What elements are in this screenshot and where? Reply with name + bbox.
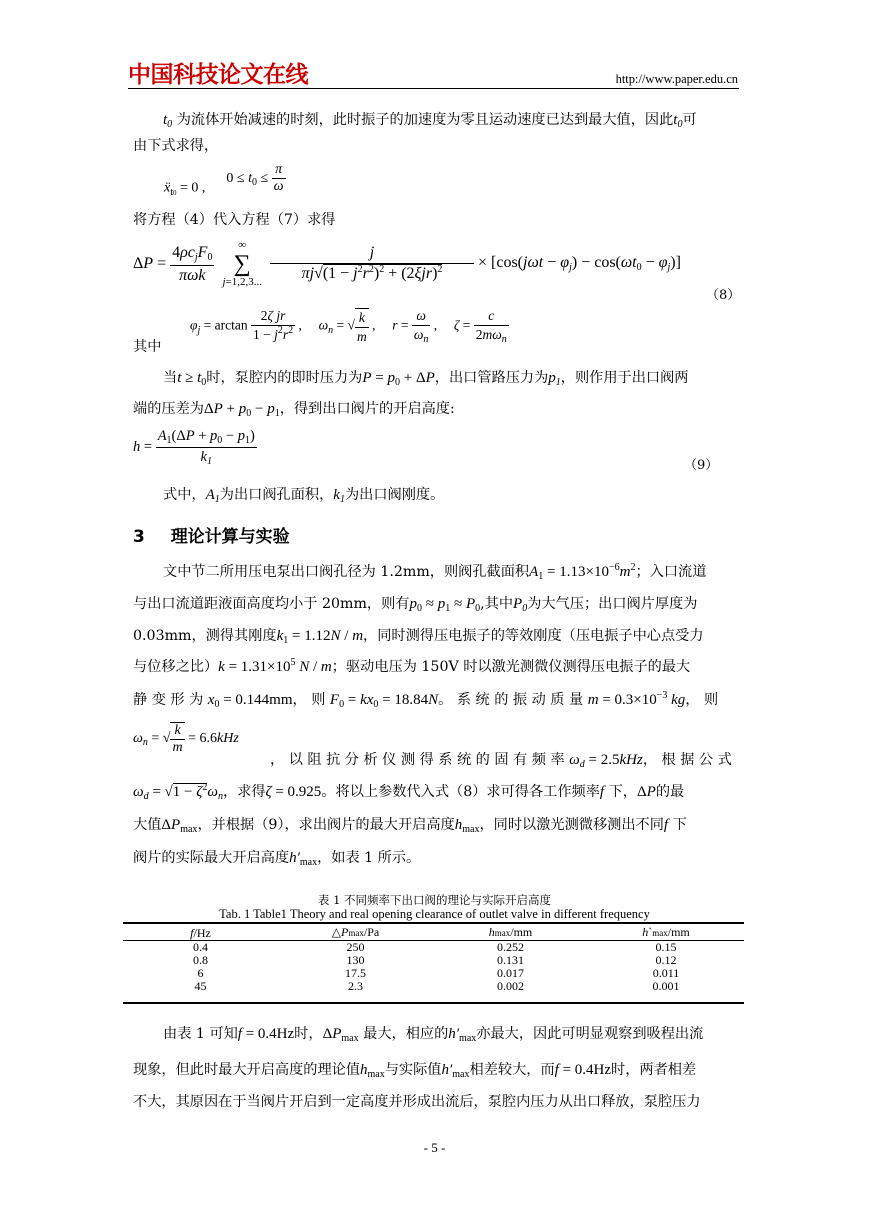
para3-line1: 当$t \ge t_0$时，泵腔内的即时压力为$P = p_0 + \Delta P$，出口管路压力为$p_1$，则作用于出口阀两	[163, 370, 689, 388]
sec-line8: 大值$\Delta P_{max}$，并根据（9），求出阀片的最大开启高度$h_{max}$，同时以激光测微移测出不同f 下	[133, 817, 687, 835]
table-header-row	[123, 926, 744, 941]
logo-text: 中国科技论文在线	[128, 62, 308, 88]
sec-line4: 与位移之比）$k = 1.31\times 10^5$ N / m；驱动电压为 150V 时以激光测微仪测得压电振子的最大	[133, 657, 691, 675]
sec-line2: 与出口流道距液面高度均小于 20mm，则有$p_0 \approx p_1 \approx P_0$,其中$P_0$为大气压；出口阀片厚度为	[133, 596, 698, 614]
eq8-number: （8）	[706, 288, 741, 303]
eq9-number: （9）	[684, 458, 719, 473]
omega-n-formula: $\omega_n$ = √ $\frac{k}{m}$ = 6.6kHz	[133, 723, 239, 755]
sec-line1: 文中节二所用压电泵出口阀孔径为 1.2mm，则阀孔截面积$A_1 = 1.13\times 10^{-6}m^2$；入口流道	[163, 562, 707, 582]
close-line2: 现象，但此时最大开启高度的理论值$h_{max}$与实际值$h'_{max}$相差较大，而f = 0.4Hz时，两者相差	[133, 1062, 697, 1080]
equation-9: h = $\frac{A_1(\Delta P + p_0 - p_1)}{k_1}$	[133, 428, 255, 467]
sec-line7: $\omega_d = √1 - \zeta^2\omega_n$，求得ζ = 0.925。将以上参数代入式（8）求可得各工作频率f 下，ΔP的最	[133, 782, 685, 802]
para3-line2: 端的压差为$\Delta P + p_0 - p_1$，得到出口阀片的开启高度:	[133, 401, 455, 419]
para1-line1: $t_0$ 为流体开始减速的时刻，此时振子的加速度为零且运动速度已达到最大值，因此$t_0$可	[163, 112, 697, 130]
table-cell: 0.4	[193, 940, 208, 954]
sec-line9: 阀片的实际最大开启高度$h'_{max}$，如表 1 所示。	[133, 850, 421, 868]
table1-caption-cn: 表 1 不同频率下出口阀的理论与实际开启高度	[317, 893, 552, 907]
table-cell: 0.131	[497, 953, 524, 967]
col-header-hmax-real: h`max/mm	[642, 925, 690, 939]
table-cell: 0.8	[193, 953, 208, 967]
section-number: 3	[133, 527, 145, 547]
table-row	[123, 954, 744, 967]
para1-line2: 由下式求得，	[133, 138, 219, 154]
table1-bottom-rule	[123, 1002, 744, 1004]
table-cell: 0.002	[497, 979, 524, 993]
header-rule	[128, 88, 739, 89]
sec-line3: 0.03mm，测得其刚度$k_1 = 1.12N / m$，同时测得压电振子的等效刚度（压电振子中心点受力	[133, 628, 704, 646]
sec-line6: ， 以 阻 抗 分 析 仪 测 得 系 统 的 固 有 频 率 $\omega_d = 2.5kHz$， 根 据 公 式	[270, 752, 732, 770]
table-cell: 45	[194, 979, 207, 993]
where-label: 其中	[133, 339, 162, 355]
close-line1: 由表 1 可知f = 0.4Hz时，$\Delta P_{max}$ 最大，相应的$h'_{max}$亦最大，因此可明显观察到吸程出流	[163, 1026, 704, 1044]
table-cell: 130	[346, 953, 365, 967]
table-cell: 6	[197, 966, 204, 980]
table-cell: 0.15	[655, 940, 677, 954]
eq-x-t0: $ẍ_{t0} = 0$ , $0 \le t_0$ ≤ $\frac{\pi}{\omega}$	[164, 162, 284, 198]
equation-8: ΔP = $\frac{\text{4ρcjF0}}{\text{πωk}}$ ∞ ∑ j=1,2,3... $\frac{j}{\pi j√(1 - j^2r^2)^2 + (2\xi jr)^2}$ × [cos(jωt − φj) − cos(ωt0 − φj)]	[133, 239, 681, 288]
section-title: 理论计算与实验	[170, 527, 290, 547]
table-row	[123, 941, 744, 955]
col-header-f: f/Hz	[190, 925, 211, 940]
sec-line5: 静 变 形 为 $x_0 = 0.144mm$， 则 $F_0 = kx_0 = 18.84N$。 系 统 的 振 动 质 量 $m = 0.3\times 10^{-3}$ kg， 则	[133, 690, 719, 710]
close-line3: 不大，其原因在于当阀片开启到一定高度并形成出流后，泵腔内压力从出口释放，泵腔压力	[133, 1094, 701, 1110]
table1-caption-en: Tab. 1 Table1 Theory and real opening clearance of outlet valve in different frequency	[219, 907, 650, 921]
site-logo	[128, 60, 308, 90]
table-cell: 250	[346, 940, 365, 954]
table1	[123, 926, 744, 993]
page-number: - 5 -	[423, 1140, 446, 1155]
site-url: http://www.paper.edu.cn	[615, 72, 738, 86]
para2: 将方程（4）代入方程（7）求得	[133, 212, 336, 228]
col-header-dp: △Pmax/Pa	[331, 925, 380, 939]
math-t0: $t_0$	[163, 112, 173, 130]
table-cell: 2.3	[348, 979, 363, 993]
table-row	[123, 980, 744, 993]
col-header-hmax: hmax/mm	[488, 925, 533, 939]
table-cell: 17.5	[345, 966, 366, 980]
table1-top-rule	[123, 922, 744, 924]
where-definitions: $\varphi_j = \arctan$ $\frac{\text{2ζ jr}}{1 - j^2r^2}$ , $\omega_n$ = √ $\frac{k}{m}$ , r = $\frac{\omega}{\omega_n}$ , ζ = $\frac{c}{2m\omega_n}$	[190, 308, 507, 345]
table-row	[123, 967, 744, 980]
table-cell: 0.011	[652, 966, 680, 980]
section-heading	[133, 522, 290, 547]
table-cell: 0.252	[497, 940, 524, 954]
para4: 式中，$A_1$为出口阀孔面积，$k_1$为出口阀刚度。	[163, 487, 445, 505]
table-cell: 0.001	[652, 979, 680, 993]
table-cell: 0.017	[497, 966, 524, 980]
table-cell: 0.12	[655, 953, 677, 967]
